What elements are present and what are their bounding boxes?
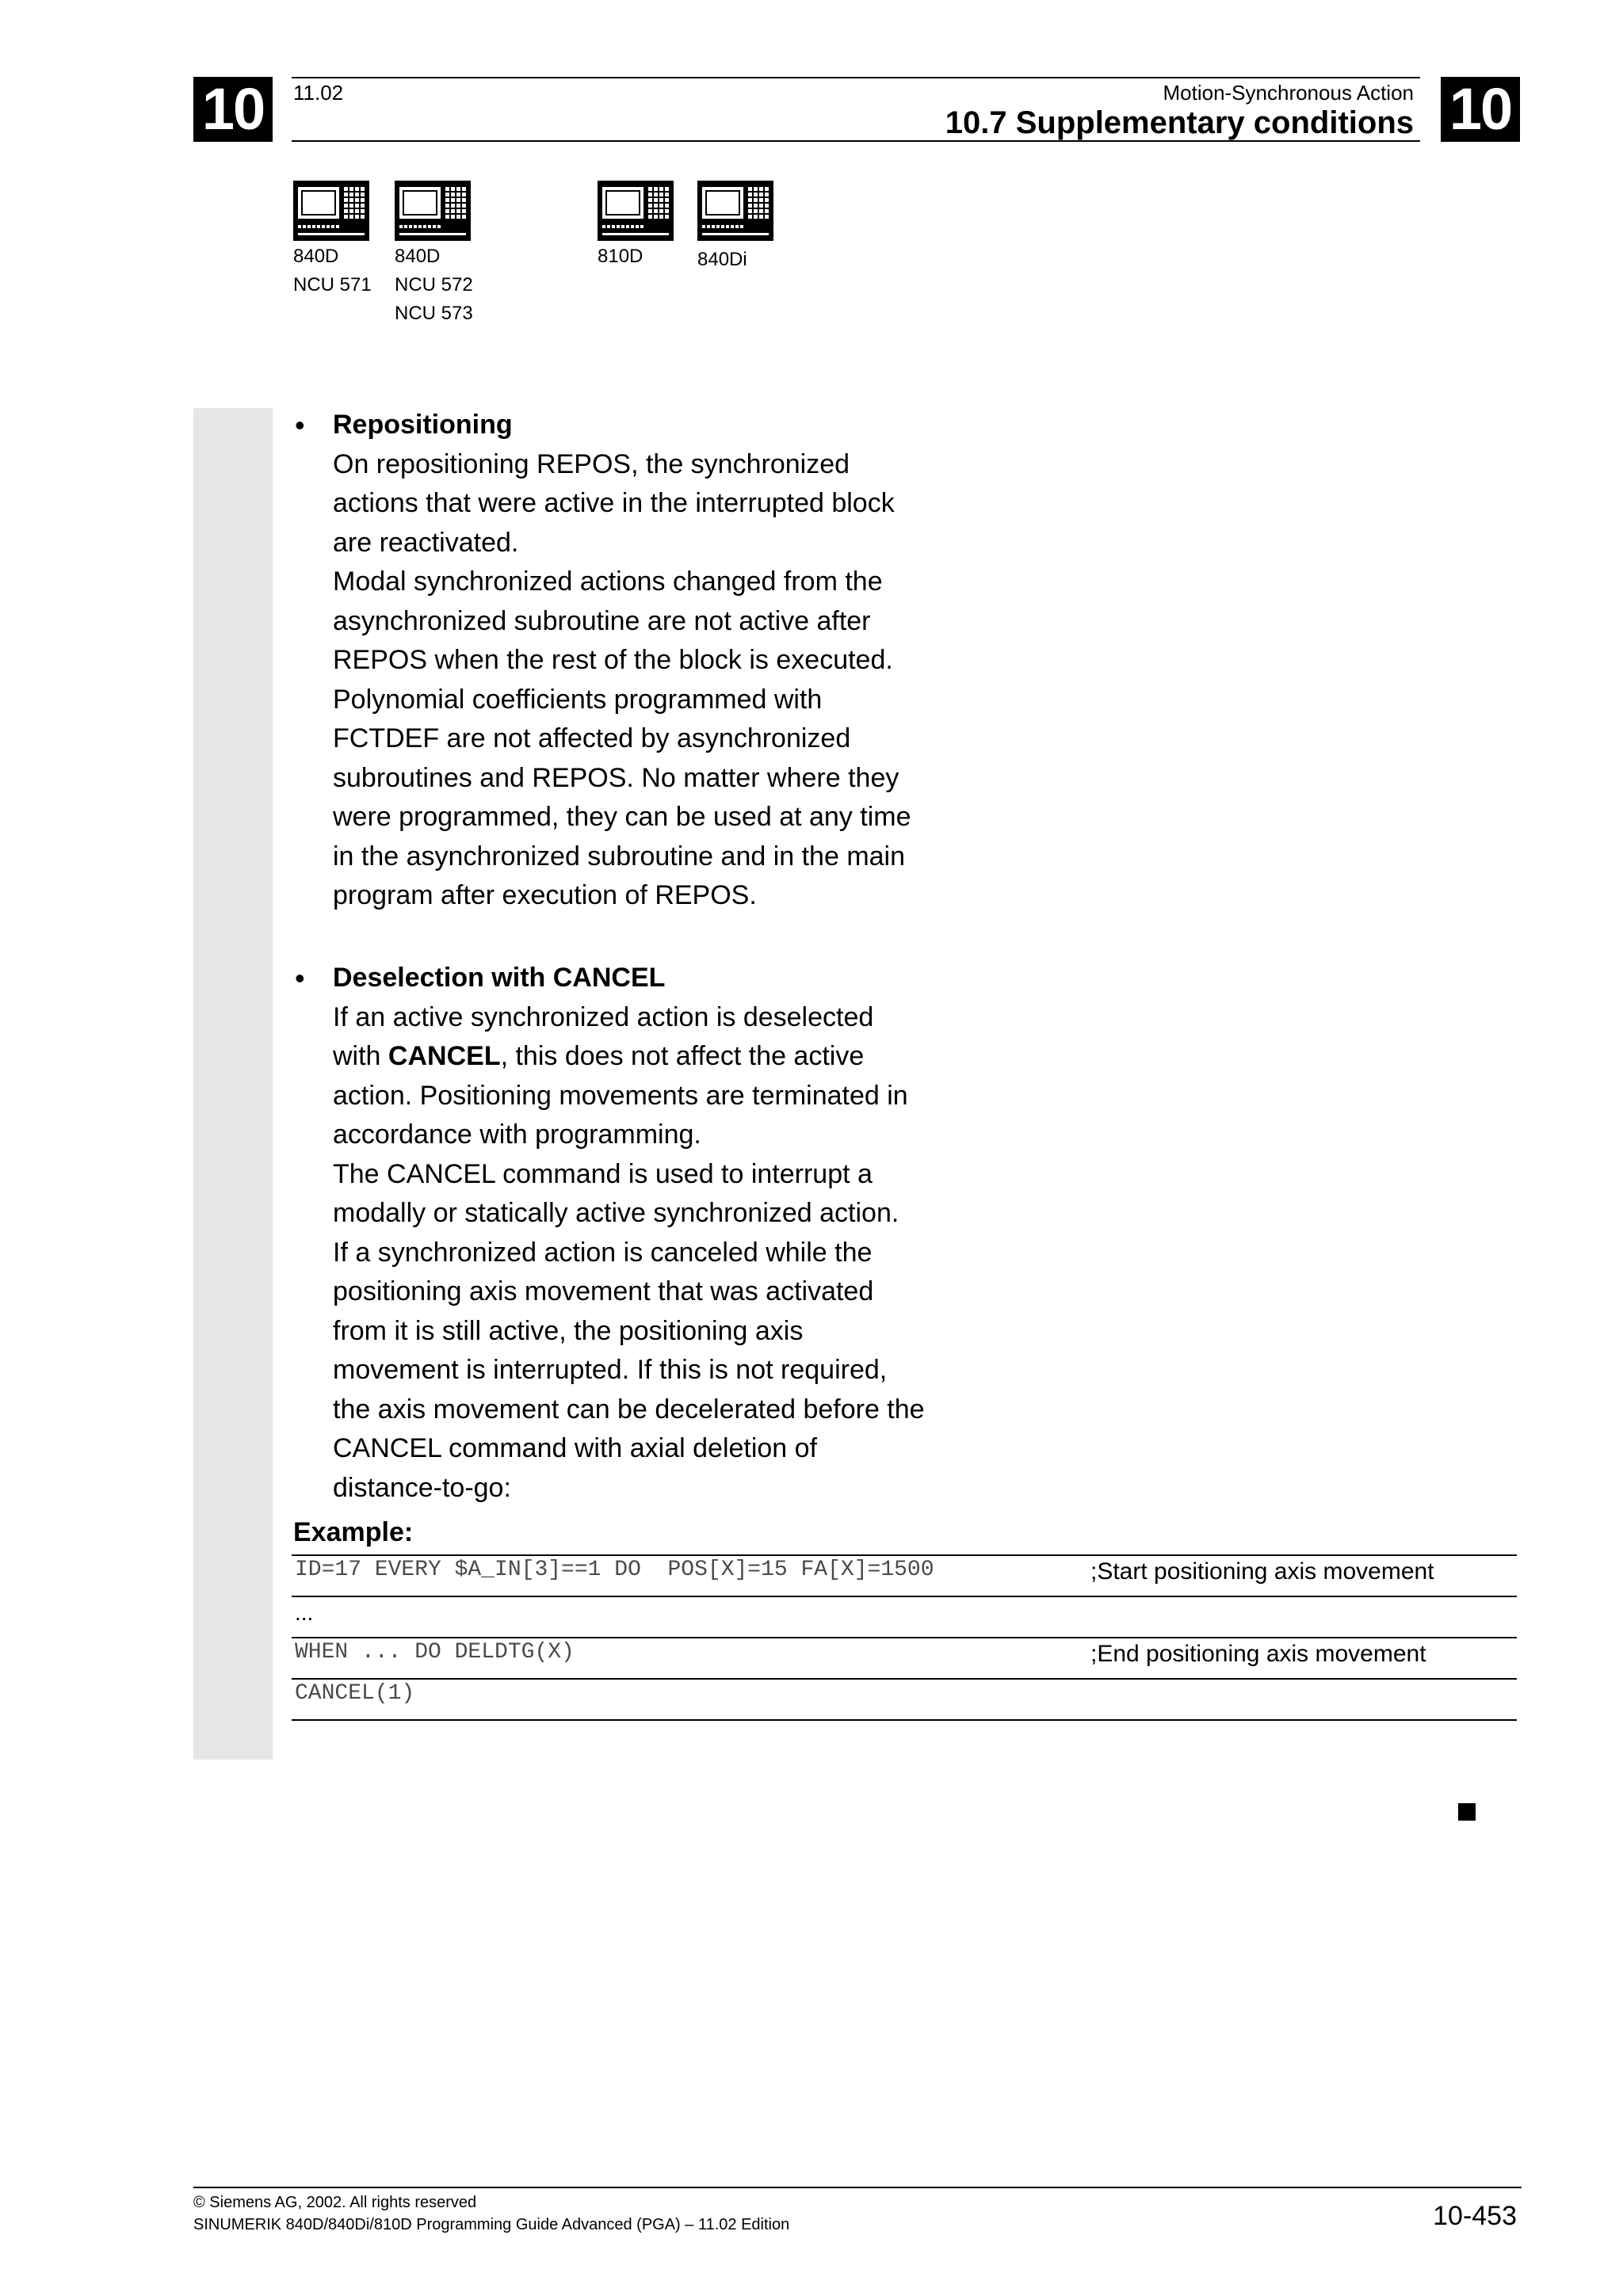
controller-label: NCU 571 [293, 274, 372, 296]
example-label: Example: [293, 1517, 414, 1547]
header-topic: Motion-Synchronous Action [1163, 81, 1414, 105]
text-line: CANCEL command with axial deletion of [333, 1433, 818, 1463]
text-fragment: , this does not affect the active [500, 1041, 865, 1071]
text-fragment-bold: CANCEL [388, 1041, 501, 1071]
code-cell: CANCEL(1) [295, 1681, 415, 1706]
text-line: subroutines and REPOS. No matter where they [333, 762, 899, 793]
footer-manual-title: SINUMERIK 840D/840Di/810D Programming Guide Advanced (PGA) – 11.02 Edition [193, 2216, 790, 2233]
header-top-rule [292, 77, 1420, 78]
text-line-mixed [333, 1037, 925, 1077]
bullet-icon: • [295, 409, 305, 441]
page-number: 10-453 [1433, 2201, 1517, 2231]
controller-label: 840Di [697, 249, 747, 270]
margin-bar [193, 408, 273, 1760]
text-line: from it is still active, the positioning axis [333, 1315, 804, 1346]
text-line: positioning axis movement that was activated [333, 1276, 874, 1306]
text-line: were programmed, they can be used at any time [333, 802, 911, 832]
bullet-icon: • [295, 962, 305, 994]
controller-label: NCU 573 [395, 303, 473, 324]
text-line: asynchronized subroutine are not active after [333, 605, 871, 636]
chapter-number-left: 10 [193, 77, 273, 142]
text-line: movement is interrupted. If this is not required, [333, 1355, 888, 1385]
text-line: program after execution of REPOS. [333, 880, 757, 910]
control-panel-icon [697, 181, 773, 241]
footer-copyright: © Siemens AG, 2002. All rights reserved [193, 2194, 477, 2211]
text-fragment: with [333, 1041, 388, 1071]
text-line: in the asynchronized subroutine and in the main [333, 841, 906, 871]
code-cell: ... [295, 1600, 314, 1625]
comment-cell: ;Start positioning axis movement [1090, 1558, 1434, 1585]
text-line: REPOS when the rest of the block is executed. [333, 645, 893, 675]
footer-rule [193, 2187, 1522, 2188]
controller-label: 810D [598, 246, 643, 267]
text-line: Polynomial coefficients programmed with [333, 684, 823, 715]
section-heading: Deselection with CANCEL [333, 963, 666, 993]
section-heading: Repositioning [333, 410, 513, 440]
text-line: Modal synchronized actions changed from the [333, 566, 883, 597]
text-line: the axis movement can be decelerated before the [333, 1394, 925, 1425]
code-cell: WHEN ... DO DELDTG(X) [295, 1640, 575, 1665]
text-line: distance-to-go: [333, 1472, 511, 1503]
section-deselection [333, 959, 925, 1508]
text-line: modally or statically active synchronized action. [333, 1198, 899, 1228]
text-line: actions that were active in the interrupted block [333, 488, 895, 518]
header-bottom-rule [292, 140, 1420, 142]
code-cell: ID=17 EVERY $A_IN[3]==1 DO POS[X]=15 FA[X]=1500 [295, 1558, 934, 1582]
control-panel-icon [598, 181, 674, 241]
controller-label: NCU 572 [395, 274, 473, 296]
table-rule [292, 1719, 1517, 1721]
text-line: FCTDEF are not affected by asynchronized [333, 723, 851, 753]
text-line: accordance with programming. [333, 1119, 701, 1150]
text-line: action. Positioning movements are terminated in [333, 1080, 908, 1111]
controller-label: 840D [293, 246, 339, 267]
comment-cell: ;End positioning axis movement [1090, 1641, 1426, 1667]
chapter-number-right: 10 [1441, 77, 1520, 142]
text-line: The CANCEL command is used to interrupt a [333, 1158, 873, 1189]
header-date: 11.02 [293, 81, 344, 105]
text-line: On repositioning REPOS, the synchronized [333, 448, 850, 479]
section-title: 10.7 Supplementary conditions [945, 105, 1414, 140]
text-line: If a synchronized action is canceled while the [333, 1237, 873, 1268]
text-line: are reactivated. [333, 527, 519, 558]
table-rule [292, 1596, 1517, 1597]
text-line: If an active synchronized action is deselected [333, 1001, 874, 1032]
control-panel-icon [293, 181, 369, 241]
section-repositioning [333, 406, 911, 916]
controller-label: 840D [395, 246, 441, 267]
end-of-section-mark [1458, 1803, 1476, 1821]
control-panel-icon [395, 181, 471, 241]
table-rule [292, 1678, 1517, 1680]
